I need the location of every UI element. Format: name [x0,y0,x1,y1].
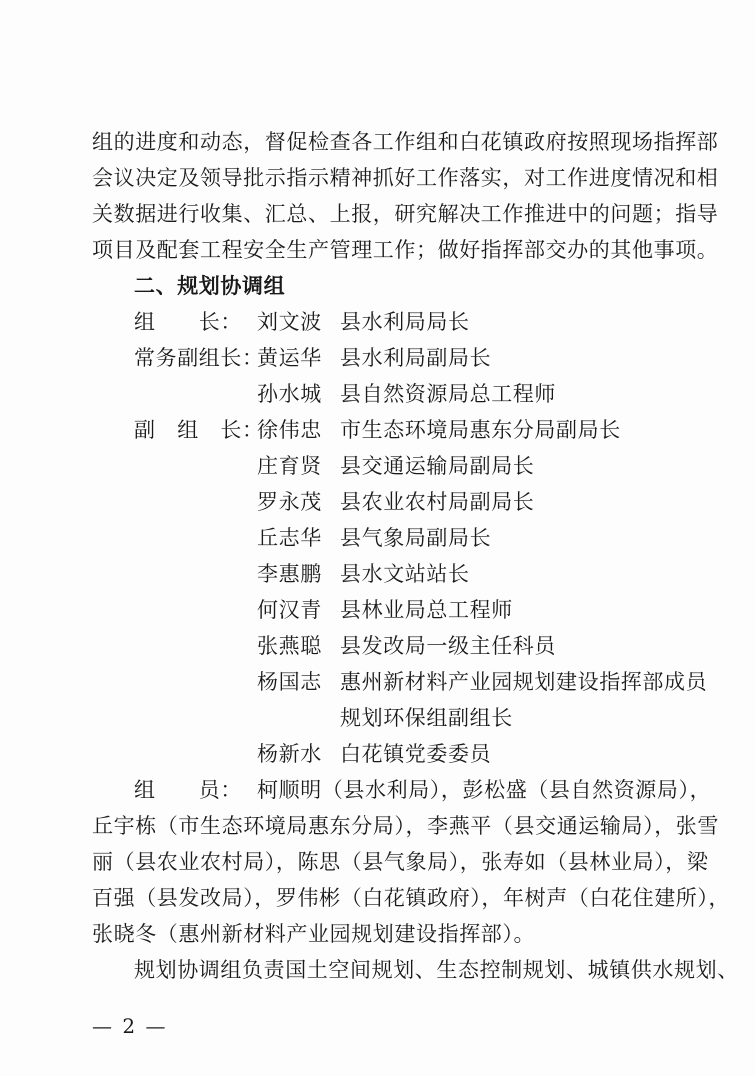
members-line: 百强（县发改局），罗伟彬（白花镇政府），年树声（白花住建所）， [92,886,731,910]
roster-name: 李惠鹏 [257,562,322,586]
roster-name: 罗永茂 [257,490,322,514]
roster-role: 副 组 长： [134,418,264,442]
roster-title: 规划环保组副组长 [340,706,513,730]
roster-name: 何汉青 [257,598,322,622]
roster-role: 组 长： [134,310,242,334]
roster-name: 张燕聪 [257,634,322,658]
roster-title: 县水利局副局长 [340,346,492,370]
roster-name: 徐伟忠 [257,418,322,442]
intro-line: 项目及配套工程安全生产管理工作；做好指挥部交办的其他事项。 [92,238,719,262]
roster-title: 县农业农村局副局长 [340,490,535,514]
roster-name: 刘文波 [257,310,322,334]
roster-name: 杨新水 [257,742,322,766]
roster-title: 县气象局副局长 [340,526,492,550]
roster-name: 孙水城 [257,382,322,406]
intro-line: 组的进度和动态，督促检查各工作组和白花镇政府按照现场指挥部 [92,130,719,154]
roster-name: 丘志华 [257,526,322,550]
closing-paragraph: 规划协调组负责国土空间规划、生态控制规划、城镇供水规划、 [134,958,739,982]
roster-title: 县水利局局长 [340,310,470,334]
members-line: 丽（县农业农村局），陈思（县气象局），张寿如（县林业局），梁 [92,850,709,874]
roster-title: 县交通运输局副局长 [340,454,535,478]
members-line: 丘宇栋（市生态环境局惠东分局），李燕平（县交通运输局），张雪 [92,814,719,838]
members-line: 柯顺明（县水利局），彭松盛（县自然资源局）， [257,778,712,802]
section-heading: 二、规划协调组 [134,274,286,298]
roster-title: 白花镇党委委员 [340,742,492,766]
roster-title: 县发改局一级主任科员 [340,634,556,658]
intro-line: 会议决定及领导批示指示精神抓好工作落实，对工作进度情况和相 [92,166,719,190]
roster-title: 惠州新材料产业园规划建设指挥部成员 [340,670,708,694]
roster-title: 县林业局总工程师 [340,598,513,622]
roster-name: 杨国志 [257,670,322,694]
roster-title: 市生态环境局惠东分局副局长 [340,418,621,442]
roster-title: 县水文站站长 [340,562,470,586]
members-label: 组 员： [134,778,242,802]
roster-name: 黄运华 [257,346,322,370]
roster-role: 常务副组长： [134,346,264,370]
roster-name: 庄育贤 [257,454,322,478]
members-line: 张晓冬（惠州新材料产业园规划建设指挥部）。 [92,922,536,946]
page-number: — 2 — [92,1014,168,1038]
roster-title: 县自然资源局总工程师 [340,382,556,406]
intro-line: 关数据进行收集、汇总、上报，研究解决工作推进中的问题；指导 [92,202,719,226]
